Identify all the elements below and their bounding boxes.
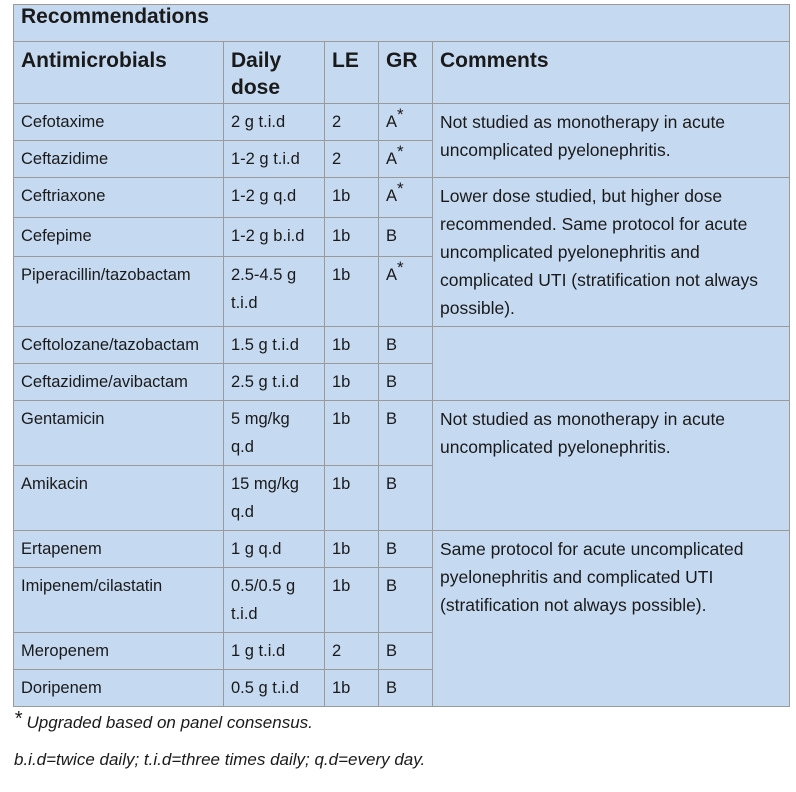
dose-cell: 1 g q.d: [224, 531, 325, 568]
dose-cell: 1-2 g b.i.d: [224, 217, 325, 257]
table-row: [14, 327, 790, 364]
header-comments: Comments: [433, 42, 790, 104]
dose-cell: 1-2 g q.d: [224, 178, 325, 218]
gr-value: B: [386, 410, 398, 428]
drug-cell: Cefepime: [14, 217, 224, 257]
drug-cell: Cefotaxime: [14, 104, 224, 141]
consensus-star: *: [397, 257, 404, 277]
dose-cell: 1-2 g t.i.d: [224, 141, 325, 178]
dose-cell: 5 mg/kg q.d: [224, 401, 325, 466]
gr-cell: [379, 327, 433, 364]
le-cell: 1b: [325, 327, 379, 364]
le-cell: 1b: [325, 401, 379, 466]
gr-cell: [379, 364, 433, 401]
gr-value: B: [386, 679, 398, 697]
gr-cell: [379, 178, 433, 218]
header-daily-dose: Daily dose: [224, 42, 325, 104]
gr-cell: [379, 633, 433, 670]
dose-cell: 15 mg/kg q.d: [224, 466, 325, 531]
gr-value: B: [386, 373, 398, 391]
le-cell: 1b: [325, 178, 379, 218]
le-cell: 1b: [325, 531, 379, 568]
gr-value: A: [386, 113, 398, 131]
le-cell: 1b: [325, 466, 379, 531]
le-cell: 2: [325, 104, 379, 141]
consensus-star: *: [397, 178, 404, 198]
le-cell: 1b: [325, 217, 379, 257]
drug-cell: Imipenem/cilastatin: [14, 568, 224, 633]
drug-cell: Doripenem: [14, 670, 224, 707]
footnote-star: *: [14, 708, 22, 730]
header-antimicrobials: Antimicrobials: [14, 42, 224, 104]
abbreviation-footnote: b.i.d=twice daily; t.i.d=three times daily; q.d=every day.: [14, 750, 426, 769]
table-row: [14, 401, 790, 466]
drug-cell: Ceftazidime/avibactam: [14, 364, 224, 401]
comment-cell: Same protocol for acute uncomplicated pyelonephritis and complicated UTI (stratification not always possible).: [433, 531, 790, 707]
dose-cell: 1 g t.i.d: [224, 633, 325, 670]
table-row: [14, 531, 790, 568]
comment-cell: Not studied as monotherapy in acute uncomplicated pyelonephritis.: [433, 401, 790, 531]
header-le: LE: [325, 42, 379, 104]
gr-cell: [379, 104, 433, 141]
dose-cell: 0.5/0.5 g t.i.d: [224, 568, 325, 633]
gr-cell: [379, 257, 433, 327]
gr-value: B: [386, 642, 398, 660]
drug-cell: Amikacin: [14, 466, 224, 531]
consensus-star: *: [397, 141, 404, 161]
gr-value: B: [386, 475, 398, 493]
gr-cell: [379, 531, 433, 568]
table-row: [14, 104, 790, 141]
gr-value: A: [386, 266, 398, 285]
le-cell: 2: [325, 633, 379, 670]
gr-value: B: [386, 226, 398, 245]
gr-cell: [379, 217, 433, 257]
le-cell: 1b: [325, 364, 379, 401]
drug-cell: Piperacillin/tazobactam: [14, 257, 224, 327]
drug-cell: Ceftriaxone: [14, 178, 224, 218]
dose-cell: 0.5 g t.i.d: [224, 670, 325, 707]
comment-cell: Not studied as monotherapy in acute uncomplicated pyelonephritis.: [433, 104, 790, 178]
drug-cell: Meropenem: [14, 633, 224, 670]
footnote-text: Upgraded based on panel consensus.: [21, 713, 313, 732]
consensus-footnote: [14, 708, 313, 733]
drug-cell: Ceftazidime: [14, 141, 224, 178]
le-cell: 1b: [325, 670, 379, 707]
dose-cell: 2.5-4.5 g t.i.d: [224, 257, 325, 327]
consensus-star: *: [397, 104, 404, 124]
drug-cell: Ceftolozane/tazobactam: [14, 327, 224, 364]
recommendations-table: [13, 4, 790, 707]
gr-cell: [379, 401, 433, 466]
table-title: Recommendations: [14, 5, 790, 42]
header-gr: GR: [379, 42, 433, 104]
gr-cell: [379, 568, 433, 633]
gr-value: B: [386, 540, 398, 558]
comment-cell: Lower dose studied, but higher dose recommended. Same protocol for acute uncomplicated pyelonephritis and complicated UTI (stratification not always possible).: [433, 178, 790, 327]
gr-value: B: [386, 336, 398, 354]
dose-cell: 1.5 g t.i.d: [224, 327, 325, 364]
dose-cell: 2.5 g t.i.d: [224, 364, 325, 401]
gr-value: B: [386, 577, 398, 595]
gr-cell: [379, 141, 433, 178]
gr-value: A: [386, 150, 398, 168]
drug-cell: Gentamicin: [14, 401, 224, 466]
drug-cell: Ertapenem: [14, 531, 224, 568]
gr-value: A: [386, 187, 398, 205]
le-cell: 2: [325, 141, 379, 178]
gr-cell: [379, 466, 433, 531]
comment-cell: [433, 327, 790, 401]
gr-cell: [379, 670, 433, 707]
table-row: [14, 178, 790, 218]
le-cell: 1b: [325, 568, 379, 633]
le-cell: 1b: [325, 257, 379, 327]
dose-cell: 2 g t.i.d: [224, 104, 325, 141]
